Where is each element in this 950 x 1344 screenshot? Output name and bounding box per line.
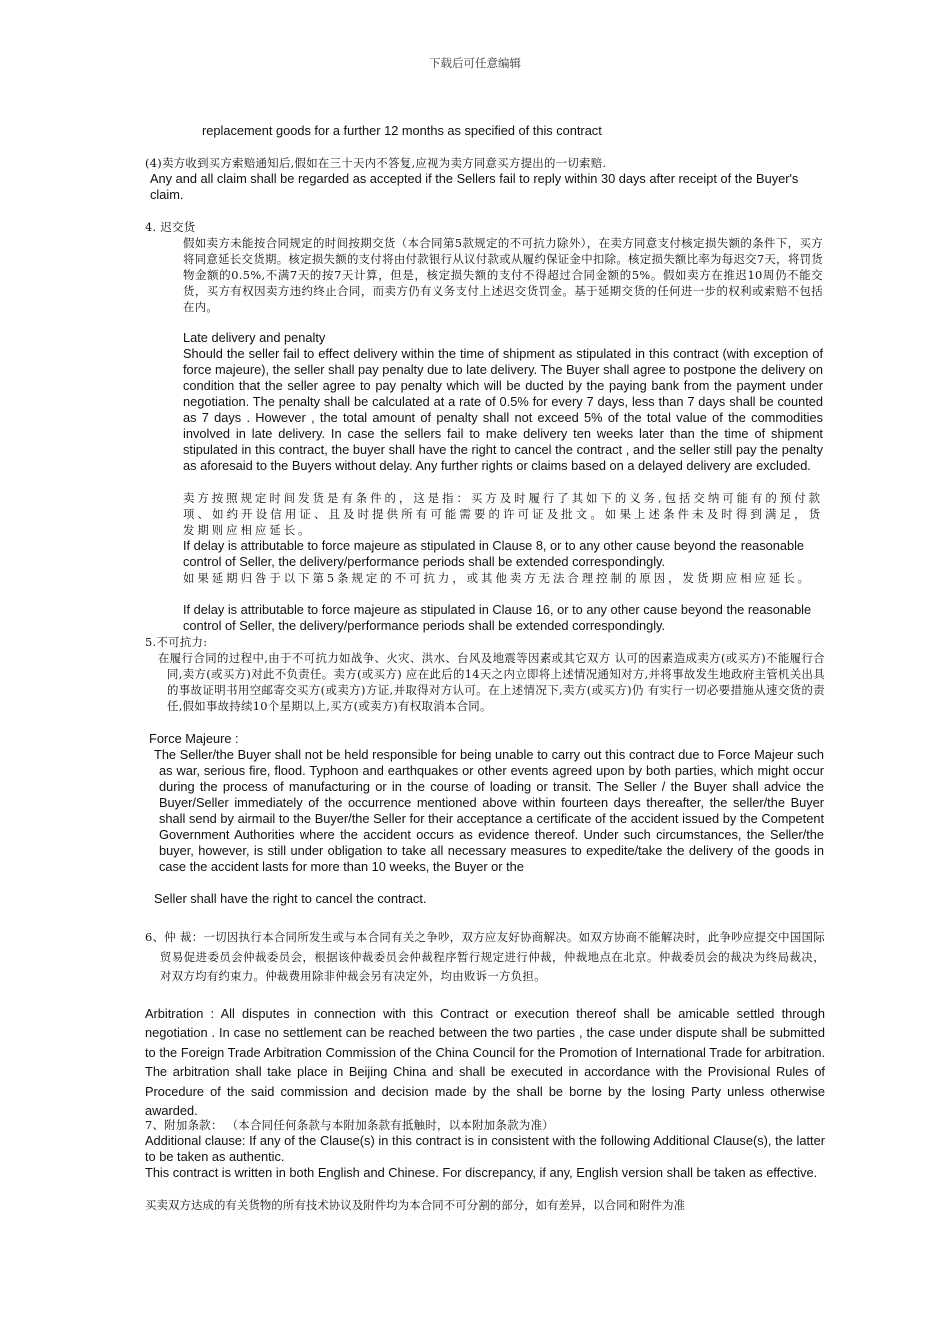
late-zh-3: 如果延期归咎于以下第5条规定的不可抗力，或其他卖方无法合理控制的原因，发货期应相应延长。 <box>183 571 813 585</box>
late-en-2: If delay is attributable to force majeure as stipulated in Clause 8, or to any other cause beyond the reasonable control of Seller, the delivery/performance periods shall be extended correspondingly. <box>183 538 805 569</box>
arbitration-zh <box>145 928 825 987</box>
arbitration-en: Arbitration : All disputes in connection with this Contract or execution thereof shall be amicable settled through negotiation . In case no settlement can be reached between the two parties , the case under dispute shall be submitted to the Foreign Trade Arbitration Commission of the China Council for the Promotion of International Trade for arbitration. The arbitration shall take place in Beijing China and shall be executed in accordance with the Provisional Rules of Procedure of the said commission and decision made by the shall be borne by the losing Party unless otherwise awarded. <box>145 1006 825 1119</box>
force-heading: 5.不可抗力: <box>145 635 208 649</box>
force-en-last: Seller shall have the right to cancel the contract. <box>154 891 427 906</box>
replacement-line: replacement goods for a further 12 months as specified of this contract <box>202 123 602 138</box>
late-title-en: Late delivery and penalty <box>183 330 326 345</box>
claim-en: Any and all claim shall be regarded as accepted if the Sellers fail to reply within 30 days after receipt of the Buyer's claim. <box>150 171 799 202</box>
late-zh-2: 卖方按照规定时间发货是有条件的，这是指：买方及时履行了其如下的义务,包括交纳可能有的预付款项、如约开设信用证、且及时提供所有可能需要的许可证及批文。如果上述条件未及时得到满足，货发期则应相应延长。 <box>183 491 823 537</box>
additional-zh-last: 买卖双方达成的有关货物的所有技术协议及附件均为本合同不可分割的部分，如有差异，以合同和附件为准 <box>145 1198 686 1212</box>
late-zh-1: 假如卖方未能按合同规定的时间按期交货（本合同第5款规定的不可抗力除外），在卖方同意支付核定损失额的条件下，买方将同意延长交货期。核定损失额的支付将由付款银行从议付款或从履约保证金中扣除。核定损失额比率为每迟交7天，将罚货物金额的0.5%,不满7天的按7天计算，但是，核定损失额的支付不得超过合同金额的5%。假如卖方在推迟10周仍不能交货，买方有权因卖方违约终止合同，而卖方仍有义务支付上述迟交货罚金。基于延期交货的任何进一步的权利或索赔不包括在内。 <box>183 236 823 314</box>
additional-zh-heading: 7、附加条款： （本合同任何条款与本附加条款有抵触时，以本附加条款为准） <box>145 1118 554 1132</box>
force-en-text: The Seller/the Buyer shall not be held responsible for being unable to carry out this contract due to Force Majeur such as war, serious fire, flood. Typhoon and earthquakes or other events agreed upon by both parties, which might occur during the process of manufacturing or in the course of loading or transit. The Seller / the Buyer shall advice the Buyer/Seller immediately of the occurrence mentioned above within fourteen days thereafter, the seller/the Buyer shall send by airmail to the Buyer/the Seller for their acceptance a certificate of the accident issued by the Competent Government Authorities where the accident occurs as evidence thereof. Under such circumstances, the Seller/the buyer, however, is still under obligation to take all necessary measures to expedite/take the delivery of the goods in case the accident lasts for more than 10 weeks, the Buyer or the <box>154 747 824 874</box>
language-clause: This contract is written in both English and Chinese. For discrepancy, if any, English version shall be taken as effective. <box>145 1165 818 1180</box>
page-header: 下载后可任意编辑 <box>429 56 521 70</box>
force-zh <box>158 650 825 714</box>
late-heading: 4. 迟交货 <box>145 220 196 234</box>
force-title-en: Force Majeure : <box>149 731 239 746</box>
arbitration-zh-text: 6、仲 裁：一切因执行本合同所发生或与本合同有关之争吵，双方应友好协商解决。如双方协商不能解决时，此争吵应提交中国国际贸易促进委员会仲裁委员会，根据该仲裁委员会仲裁程序暂行规定进行仲裁，仲裁地点在北京。仲裁委员会的裁决为终局裁决，对双方均有约束力。仲裁费用除非仲裁会另有决定外，均由败诉一方负担。 <box>145 930 825 983</box>
force-en <box>154 747 824 875</box>
additional-en: Additional clause: If any of the Clause(s) in this contract is in consistent with the following Additional Clause(s), the latter to be taken as authentic. <box>145 1133 825 1164</box>
late-en-1: Should the seller fail to effect delivery within the time of shipment as stipulated in this contract (with exception of force majeure), the seller shall pay penalty due to late delivery. The Buyer shall agree to postpone the delivery on condition that the seller agree to pay penalty which will be ducted by the paying bank from the payment under negotiation. The penalty shall be calculated at a rate of 0.5% for every 7 days, less than 7 days shall be counted as 7 days . However , the total amount of penalty shall not exceed 5% of the total value of the commodities involved in late delivery. In case the sellers fail to make delivery ten weeks later than the time of shipment stipulated in this contract, the buyer shall have the right to cancel the contract , and the seller still pay the penalty as aforesaid to the Buyers without delay. Any further rights or claims based on a delayed delivery are excluded. <box>183 346 823 473</box>
force-zh-text: 在履行合同的过程中,由于不可抗力如战争、火灾、洪水、台风及地震等因素或其它双方 认可的因素造成卖方(或买方)不能履行合同,卖方(或买方)对此不负责任。卖方(或买方) 应在此后的14天之内立即将上述情况通知对方,并将事故发生地政府主管机关出具的事故证明书用空邮寄交买方(或卖方)方证,并取得对方认可。在上述情况下,卖方(或买方)仍 有实行一切必要措施从速交货的责任,假如事故持续10个星期以上,买方(或卖方)有权取消本合同。 <box>158 651 825 713</box>
late-en-3: If delay is attributable to force majeure as stipulated in Clause 16, or to any other cause beyond the reasonable control of Seller, the delivery/performance periods shall be extended correspondingly. <box>183 602 812 633</box>
claim-zh: (4)卖方收到买方索赔通知后,假如在三十天内不答复,应视为卖方同意买方提出的一切索赔. <box>145 156 607 170</box>
